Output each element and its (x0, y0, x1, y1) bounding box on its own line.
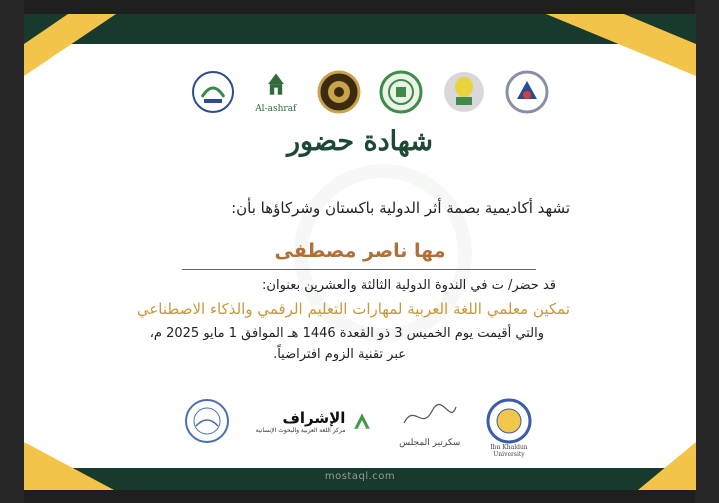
al-ishraf-center-logo (256, 408, 376, 434)
certificate (24, 14, 696, 490)
attended-text: قد حضر/ ت في الندوة الدولية الثالثة والعشرين بعنوان: (262, 278, 556, 293)
corner-dark-top-left (24, 14, 68, 44)
round-stamp-icon (182, 396, 232, 446)
signature-label: سكرتير المجلس (399, 437, 461, 448)
signature-icon (400, 395, 460, 435)
corner-gold-bottom-right (638, 442, 696, 490)
platform-text: عبر تقنية الزوم افتراضياً. (273, 347, 406, 362)
held-date-text: والتي أقيمت يوم الخميس 3 ذو القعدة 1446 هـ الموافق 1 مايو 2025 م، (149, 326, 544, 341)
certificate-title: شهادة حضور (287, 126, 433, 157)
recipient-name: مها ناصر مصطفى (274, 240, 446, 262)
university-seal (484, 396, 534, 458)
al-ashraf-logo (253, 69, 299, 115)
right-frame (695, 0, 719, 503)
top-logos-row (190, 64, 550, 120)
al-ashraf-logo-icon (253, 70, 299, 100)
round-seal-gold-icon (316, 69, 362, 115)
yellow-green-emblem-icon (441, 69, 487, 115)
academy-logo-icon (190, 69, 236, 115)
blue-circle-logo-icon (504, 69, 550, 115)
ishraf-name: الإشراف (282, 408, 346, 427)
intro-text: تشهد أكاديمية بصمة أثر الدولية باكستان وشركاؤها بأن: (231, 199, 570, 217)
name-underline (182, 269, 536, 270)
footer-brand: mostaql.com (324, 471, 396, 482)
ishraf-subtitle: مركز اللغة العربية والبحوث الإنسانية (255, 426, 346, 434)
seminar-topic: تمكين معلمي اللغة العربية لمهارات التعليم الرقمي والذكاء الاصطناعي (136, 300, 570, 318)
green-leaf-icon (349, 408, 375, 434)
round-seal-green-icon (378, 69, 424, 115)
university-seal-icon (484, 396, 534, 446)
corner-gold-bottom-left (24, 442, 114, 490)
bottom-logos-row (182, 390, 534, 458)
al-ashraf-label: Al-ashraf (255, 104, 297, 114)
corner-dark-top-right (624, 14, 696, 44)
left-frame (0, 0, 24, 503)
university-label: Ibn Khaldun University (490, 444, 528, 458)
signature-block (399, 395, 460, 448)
